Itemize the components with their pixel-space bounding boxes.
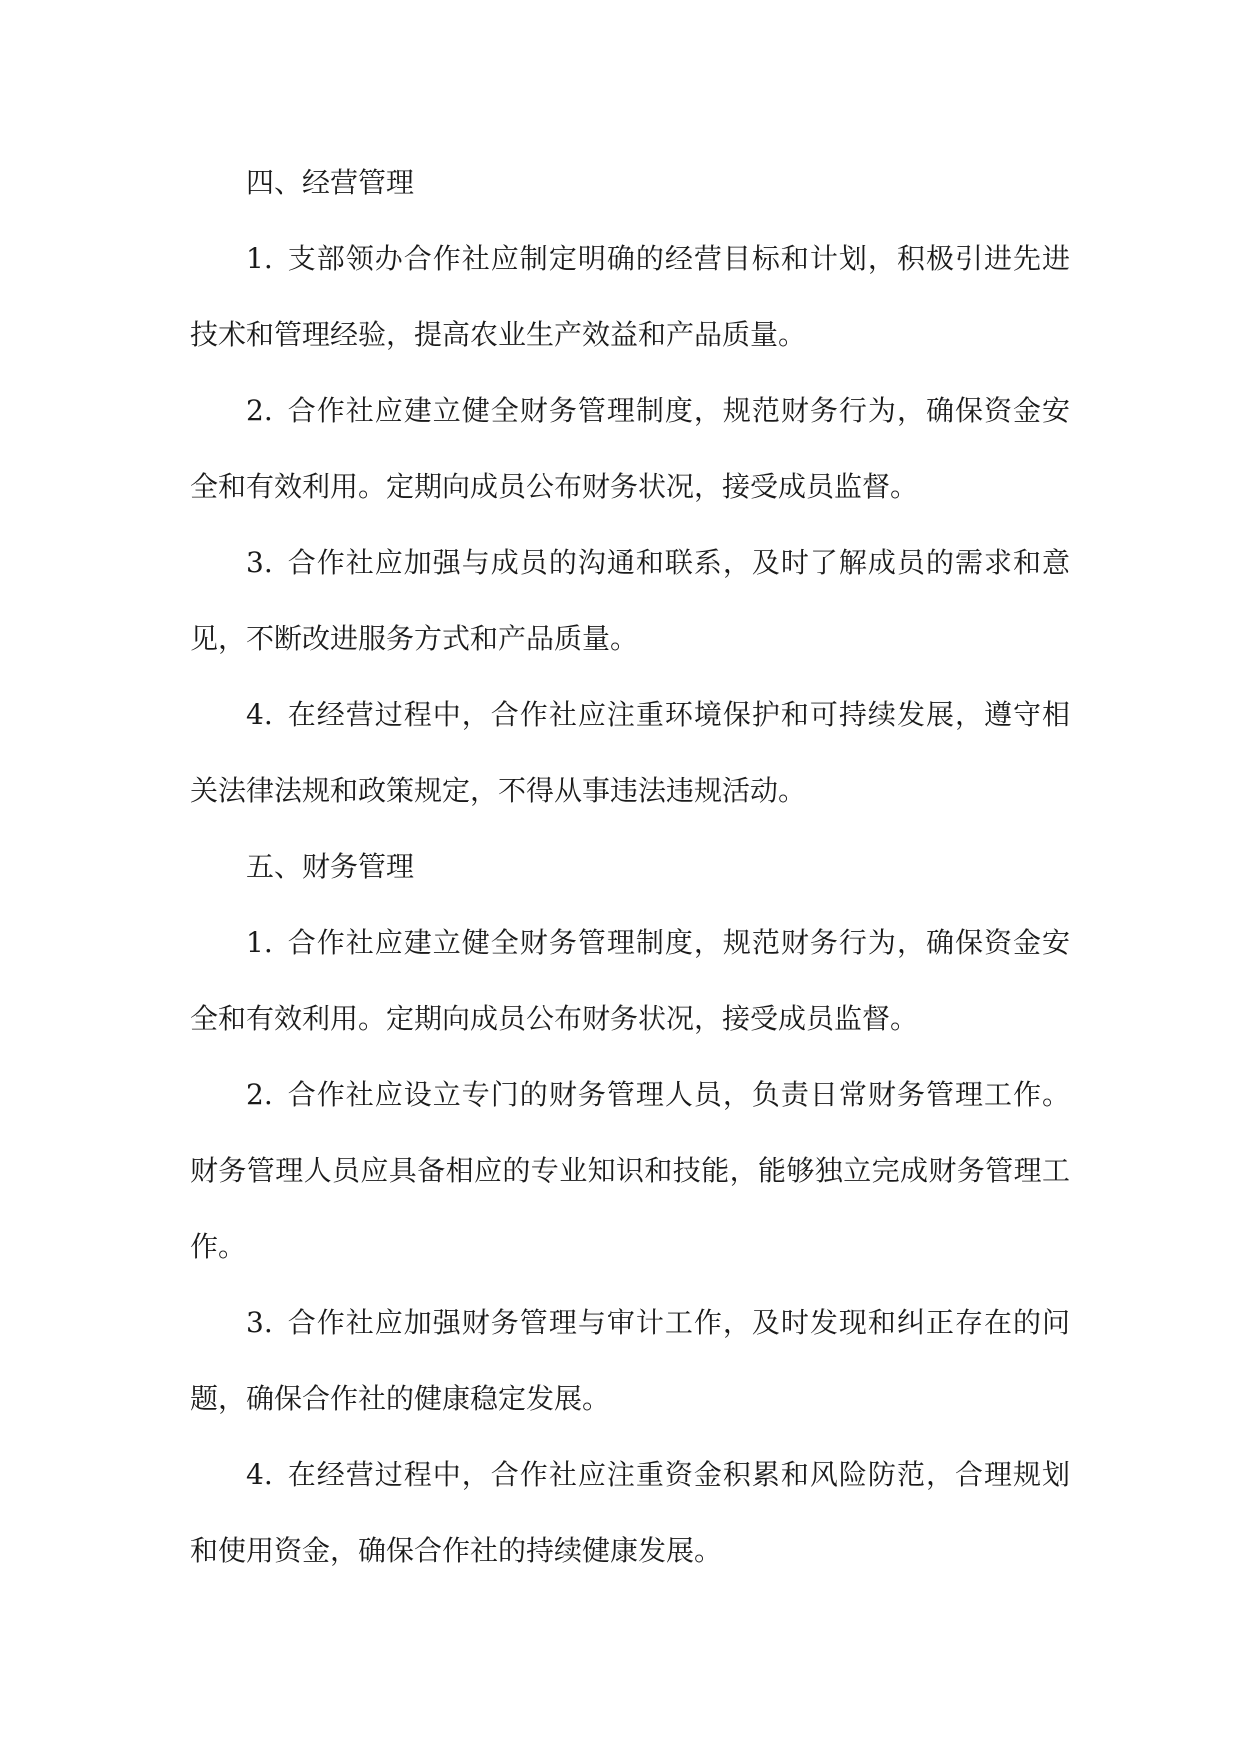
list-item [190, 1437, 1070, 1589]
list-item [190, 373, 1070, 525]
list-item [190, 1285, 1070, 1437]
list-item [190, 1057, 1070, 1285]
section-heading: 四、经营管理 [246, 166, 415, 199]
item-text: 合作社应加强与成员的沟通和联系，及时了解成员的需求和意见，不断改进服务方式和产品质量。 [190, 546, 1070, 655]
section-heading: 五、财务管理 [246, 850, 415, 883]
item-number: 1. [246, 926, 273, 959]
item-number: 3. [246, 1306, 273, 1339]
item-text: 合作社应加强财务管理与审计工作，及时发现和纠正存在的问题，确保合作社的健康稳定发展。 [190, 1306, 1070, 1415]
item-number: 2. [246, 394, 273, 427]
item-text: 在经营过程中，合作社应注重资金积累和风险防范，合理规划和使用资金，确保合作社的持续健康发展。 [190, 1458, 1070, 1567]
item-text: 合作社应建立健全财务管理制度，规范财务行为，确保资金安全和有效利用。定期向成员公布财务状况，接受成员监督。 [190, 394, 1070, 503]
list-item [190, 221, 1070, 373]
item-text: 合作社应建立健全财务管理制度，规范财务行为，确保资金安全和有效利用。定期向成员公布财务状况，接受成员监督。 [190, 926, 1070, 1035]
item-text: 合作社应设立专门的财务管理人员，负责日常财务管理工作。财务管理人员应具备相应的专业知识和技能，能够独立完成财务管理工作。 [190, 1078, 1070, 1263]
list-item [190, 905, 1070, 1057]
item-text: 支部领办合作社应制定明确的经营目标和计划，积极引进先进技术和管理经验，提高农业生产效益和产品质量。 [190, 242, 1070, 351]
item-number: 4. [246, 698, 273, 731]
item-number: 3. [246, 546, 273, 579]
document-body [190, 145, 1070, 1589]
item-number: 1. [246, 242, 273, 275]
list-item [190, 525, 1070, 677]
item-text: 在经营过程中，合作社应注重环境保护和可持续发展，遵守相关法律法规和政策规定，不得从事违法违规活动。 [190, 698, 1070, 807]
item-number: 2. [246, 1078, 273, 1111]
list-item [190, 677, 1070, 829]
item-number: 4. [246, 1458, 273, 1491]
